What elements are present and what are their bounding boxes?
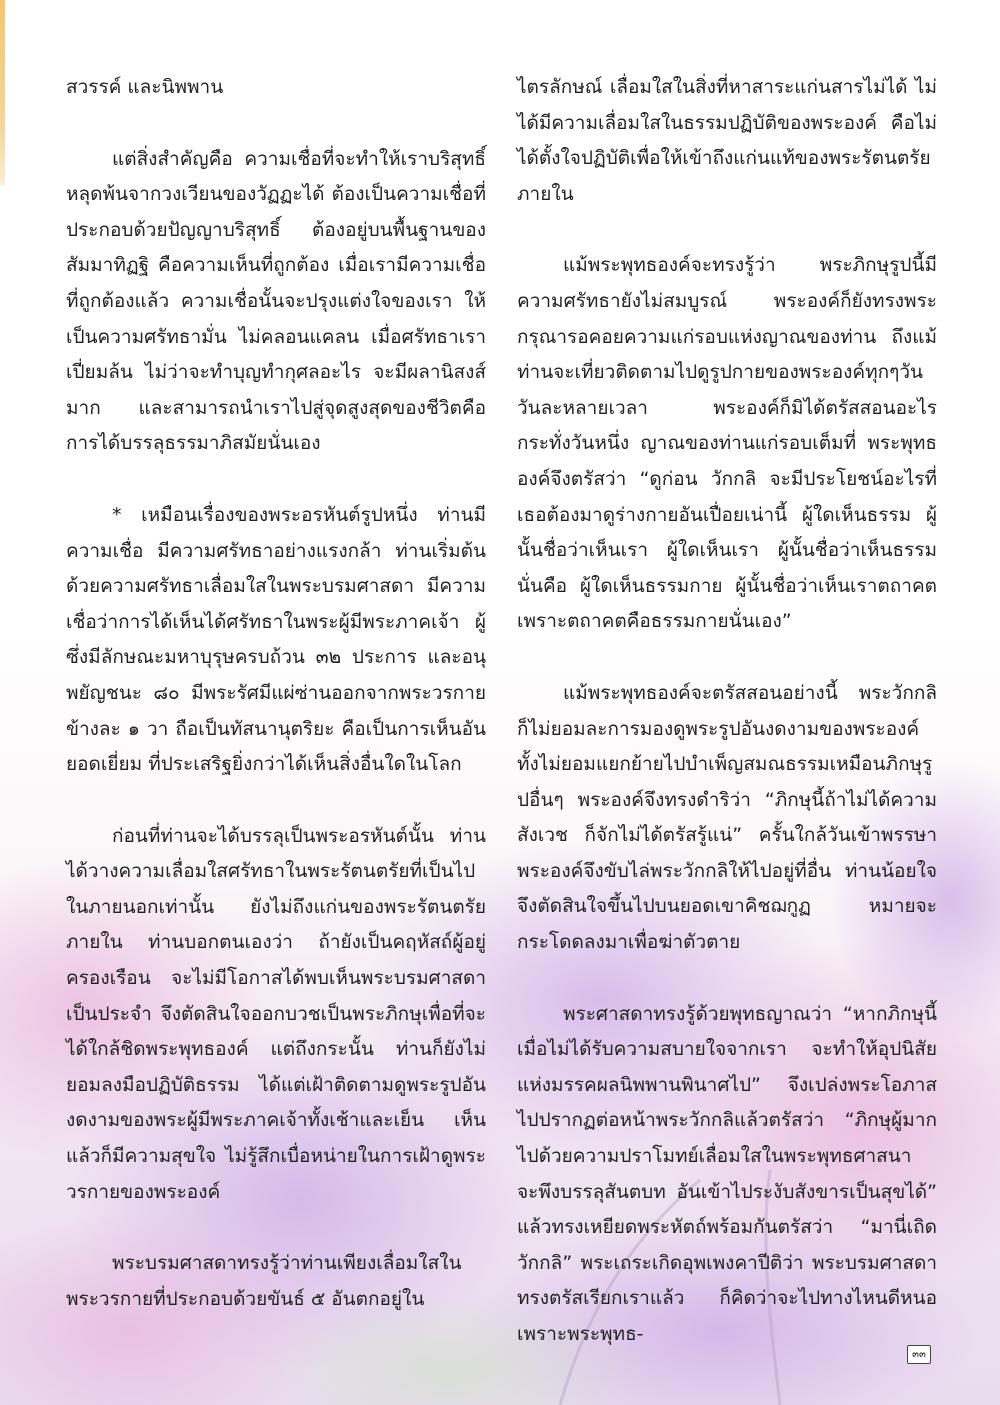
paragraph: * เหมือนเรื่องของพระอรหันต์รูปหนึ่ง ท่านมีความเชื่อ มีความศรัทธาอย่างแรงกล้า ท่านเริ่มต้นด้วยความศรัทธาเลื่อมใสในพระบรมศาสดา มีความเชื่อว่าการได้เห็นได้ศรัทธาในพระผู้มีพระภาคเจ้า ผู้ซึ่งมีลักษณะมหาบุรุษครบถ้วน ๓๒ ประการ และอนุพยัญชนะ ๘๐ มีพระรัศมีแผ่ซ่านออกจากพระวรกายข้างละ ๑ วา ถือเป็นทัสนานุตริยะ คือเป็นการเห็นอันยอดเยี่ยม ที่ประเสริฐยิ่งกว่าได้เห็นสิ่งอื่นใดในโลก xyxy=(66,503,486,776)
paragraph: ไตรลักษณ์ เลื่อมใสในสิ่งที่หาสาระแก่นสารไม่ได้ ไม่ได้มีความเลื่อมใสในธรรมปฏิบัติของพระองค์ คือไม่ได้ตั้งใจปฏิบัติเพื่อให้เข้าถึงแก่นแท้ของพระรัตนตรัยภายใน xyxy=(517,76,937,205)
paragraph: แม้พระพุทธองค์จะตรัสสอนอย่างนี้ พระวักกลิ ก็ไม่ยอมละการมองดูพระรูปอันงดงามของพระองค์ ทั้งไม่ยอมแยกย้ายไปบำเพ็ญสมณธรรมเหมือนภิกษุรูปอื่นๆ พระองค์จึงทรงดำริว่า “ภิกษุนี้ถ้าไม่ได้ความสังเวช ก็จักไม่ได้ตรัสรู้แน่” ครั้นใกล้วันเข้าพรรษา พระองค์จึงขับไล่พระวักกลิให้ไปอยู่ที่อื่น ท่านน้อยใจ จึงตัดสินใจขึ้นไปบนยอดเขาคิชฌกูฏ หมายจะกระโดดลงมาเพื่อฆ่าตัวตาย xyxy=(517,681,937,954)
paragraph: พระศาสดาทรงรู้ด้วยพุทธญาณว่า “หากภิกษุนี้เมื่อไม่ได้รับความสบายใจจากเรา จะทำให้อุปนิสัยแห่งมรรคผลนิพพานพินาศไป” จึงเปล่งพระโอภาสไปปรากฏต่อหน้าพระวักกลิแล้วตรัสว่า “ภิกษุผู้มากไปด้วยความปราโมทย์เลื่อมใสในพระพุทธศาสนา จะพึงบรรลุสันตบท อันเข้าไประงับสังขารเป็นสุขได้” แล้วทรงเหยียดพระหัตถ์พร้อมกันตรัสว่า “มานี่เถิด วักกลิ” พระเถระเกิดอุพเพงคาปีติว่า พระบรมศาสดาทรงตรัสเรียกเราแล้ว ก็คิดว่าจะไปทางไหนดีหนอ เพราะพระพุทธ- xyxy=(517,1002,937,1345)
page-number: ๓๓ xyxy=(907,1345,931,1364)
paragraph: ก่อนที่ท่านจะได้บรรลุเป็นพระอรหันต์นั้น ท่านได้วางความเลื่อมใสศรัทธาในพระรัตนตรัยที่เป็นไปในภายนอกเท่านั้น ยังไม่ถึงแก่นของพระรัตนตรัยภายใน ท่านบอกตนเองว่า ถ้ายังเป็นคฤหัสถ์ผู้อยู่ครองเรือน จะไม่มีโอกาสได้พบเห็นพระบรมศาสดาเป็นประจำ จึงตัดสินใจออกบวชเป็นพระภิกษุเพื่อที่จะได้ใกล้ชิดพระพุทธองค์ แต่ถึงกระนั้น ท่านก็ยังไม่ยอมลงมือปฏิบัติธรรม ได้แต่เฝ้าติดตามดูพระรูปอันงดงามของพระผู้มีพระภาคเจ้าทั้งเช้าและเย็น เห็นแล้วก็มีความสุขใจ ไม่รู้สึกเบื่อหน่ายในการเฝ้าดูพระวรกายของพระองค์ xyxy=(66,824,486,1203)
accent-bar xyxy=(0,0,5,185)
paragraph: พระบรมศาสดาทรงรู้ว่าท่านเพียงเลื่อมใสในพระวรกายที่ประกอบด้วยขันธ์ ๕ อันตกอยู่ใน xyxy=(66,1252,462,1310)
paragraph: แม้พระพุทธองค์จะทรงรู้ว่า พระภิกษุรูปนี้มีความศรัทธายังไม่สมบูรณ์ พระองค์ก็ยังทรงพระกรุณารอคอยความแก่รอบแห่งญาณของท่าน ถึงแม้ท่านจะเที่ยวติดตามไปดูรูปกายของพระองค์ทุกๆวัน วันละหลายเวลา พระองค์ก็มิได้ตรัสสอนอะไร กระทั่งวันหนึ่ง ญาณของท่านแก่รอบเต็มที่ พระพุทธองค์จึงตรัสว่า “ดูก่อน วักกลิ จะมีประโยชน์อะไรที่เธอต้องมาดูร่างกายอันเปื่อยเน่านี้ ผู้ใดเห็นธรรม ผู้นั้นชื่อว่าเห็นเรา ผู้ใดเห็นเรา ผู้นั้นชื่อว่าเห็นธรรม นั่นคือ ผู้ใดเห็นธรรมกาย ผู้นั้นชื่อว่าเห็นเราตถาคต เพราะตถาคตคือธรรมกายนั่นเอง” xyxy=(517,254,937,633)
right-column xyxy=(517,70,937,1353)
left-column xyxy=(66,70,486,1317)
paragraph: แต่สิ่งสำคัญคือ ความเชื่อที่จะทำให้เราบริสุทธิ์ หลุดพ้นจากวงเวียนของวัฏฏะได้ ต้องเป็นความเชื่อที่ประกอบด้วยปัญญาบริสุทธิ์ ต้องอยู่บนพื้นฐานของสัมมาทิฏฐิ คือความเห็นที่ถูกต้อง เมื่อเรามีความเชื่อที่ถูกต้องแล้ว ความเชื่อนั้นจะปรุงแต่งใจของเรา ให้เป็นความศรัทธามั่น ไม่คลอนแคลน เมื่อศรัทธาเราเปี่ยมล้น ไม่ว่าจะทำบุญทำกุศลอะไร จะมีผลานิสงส์มาก และสามารถนำเราไปสู่จุดสูงสุดของชีวิตคือ การได้บรรลุธรรมาภิสมัยนั่นเอง xyxy=(66,147,486,455)
paragraph: สวรรค์ และนิพพาน xyxy=(66,76,224,98)
